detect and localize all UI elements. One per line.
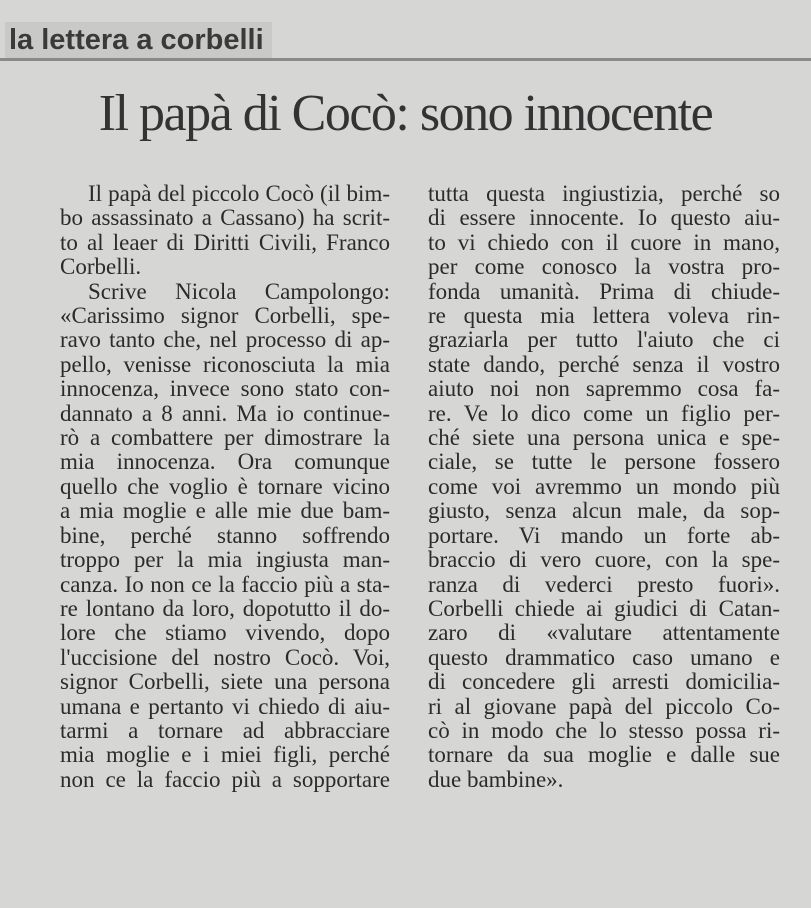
text-line: a mia moglie e alle mie due bam- (60, 498, 390, 524)
text-line: signor Corbelli, siete una persona (60, 669, 390, 695)
text-line: Scrive Nicola Campolongo: (88, 278, 390, 304)
text-line: canza. Io non ce la faccio più a sta- (60, 571, 390, 597)
headline: Il papà di Cocò: sono innocente (98, 85, 713, 142)
text-line: graziarla per tutto l'aiuto che ci (428, 327, 780, 353)
section-rubric (0, 22, 811, 61)
text-line: due bambine». (428, 766, 564, 792)
text-line: di essere innocente. Io questo aiu- (428, 205, 780, 231)
text-line: per come conosco la vostra pro- (428, 254, 780, 280)
text-line: troppo per la mia ingiusta man- (60, 547, 390, 573)
text-line: re. Ve lo dico come un figlio per- (428, 400, 780, 426)
text-line: umana e pertanto vi chiedo di aiu- (60, 693, 390, 719)
text-line: innocenza, invece sono stato con- (60, 376, 390, 402)
text-line: ranza di vederci presto fuori». (428, 571, 780, 597)
text-line: tarmi a tornare ad abbracciare (60, 717, 390, 743)
text-line: zaro di «valutare attentamente (428, 620, 780, 646)
text-line: dannato a 8 anni. Ma io continue- (60, 400, 390, 426)
text-line: l'uccisione del nostro Cocò. Voi, (60, 644, 390, 670)
text-line: giusto, senza alcun male, da sop- (428, 498, 780, 524)
text-line: fonda umanità. Prima di chiude- (428, 278, 780, 304)
text-line: tornare da sua moglie e dalle sue (428, 742, 780, 768)
text-line: lore che stiamo vivendo, dopo (60, 620, 390, 646)
text-line: ciale, se tutte le persone fossero (428, 449, 780, 475)
text-line: aiuto noi non sapremmo cosa fa- (428, 376, 780, 402)
text-line: Corbelli. (60, 254, 142, 280)
text-line: come voi avremmo un mondo più (428, 473, 780, 499)
text-line: di concedere gli arresti domicilia- (428, 669, 780, 695)
text-line: bo assassinato a Cassano) ha scrit- (60, 205, 390, 231)
text-line: rò a combattere per dimostrare la (60, 425, 390, 451)
article-column-right (428, 182, 780, 792)
text-line: cò in modo che lo stesso possa ri- (428, 717, 780, 743)
text-line: bine, perché stanno soffrendo (60, 522, 390, 548)
text-line: ravo tanto che, nel processo di ap- (60, 327, 390, 353)
text-line: re questa mia lettera voleva rin- (428, 303, 780, 329)
text-line: ché siete una persona unica e spe- (428, 425, 780, 451)
text-line: state dando, perché senza il vostro (428, 351, 780, 377)
text-line: quello che voglio è tornare vicino (60, 473, 390, 499)
text-line: non ce la faccio più a sopportare (60, 766, 390, 792)
text-line: mia moglie e i miei figli, perché (60, 742, 390, 768)
text-line: ri al giovane papà del piccolo Co- (428, 693, 780, 719)
text-line: pello, venisse riconosciuta la mia (60, 351, 390, 377)
text-line: braccio di vero cuore, con la spe- (428, 547, 780, 573)
text-line: tutta questa ingiustizia, perché so (428, 181, 780, 206)
text-line: questo drammatico caso umano e (428, 644, 780, 670)
rubric-label: la lettera a corbelli (5, 22, 272, 58)
text-line: Il papà del piccolo Cocò (il bim- (88, 181, 390, 206)
text-line: Corbelli chiede ai giudici di Catan- (428, 595, 780, 621)
text-line: to al leaer di Diritti Civili, Franco (60, 229, 390, 255)
text-line: portare. Vi mando un forte ab- (428, 522, 780, 548)
article-column-left (60, 182, 390, 792)
text-line: re lontano da loro, dopotutto il do- (60, 595, 390, 621)
text-line: to vi chiedo con il cuore in mano, (428, 229, 780, 255)
text-line: mia innocenza. Ora comunque (60, 449, 390, 475)
text-line: «Carissimo signor Corbelli, spe- (60, 303, 390, 329)
